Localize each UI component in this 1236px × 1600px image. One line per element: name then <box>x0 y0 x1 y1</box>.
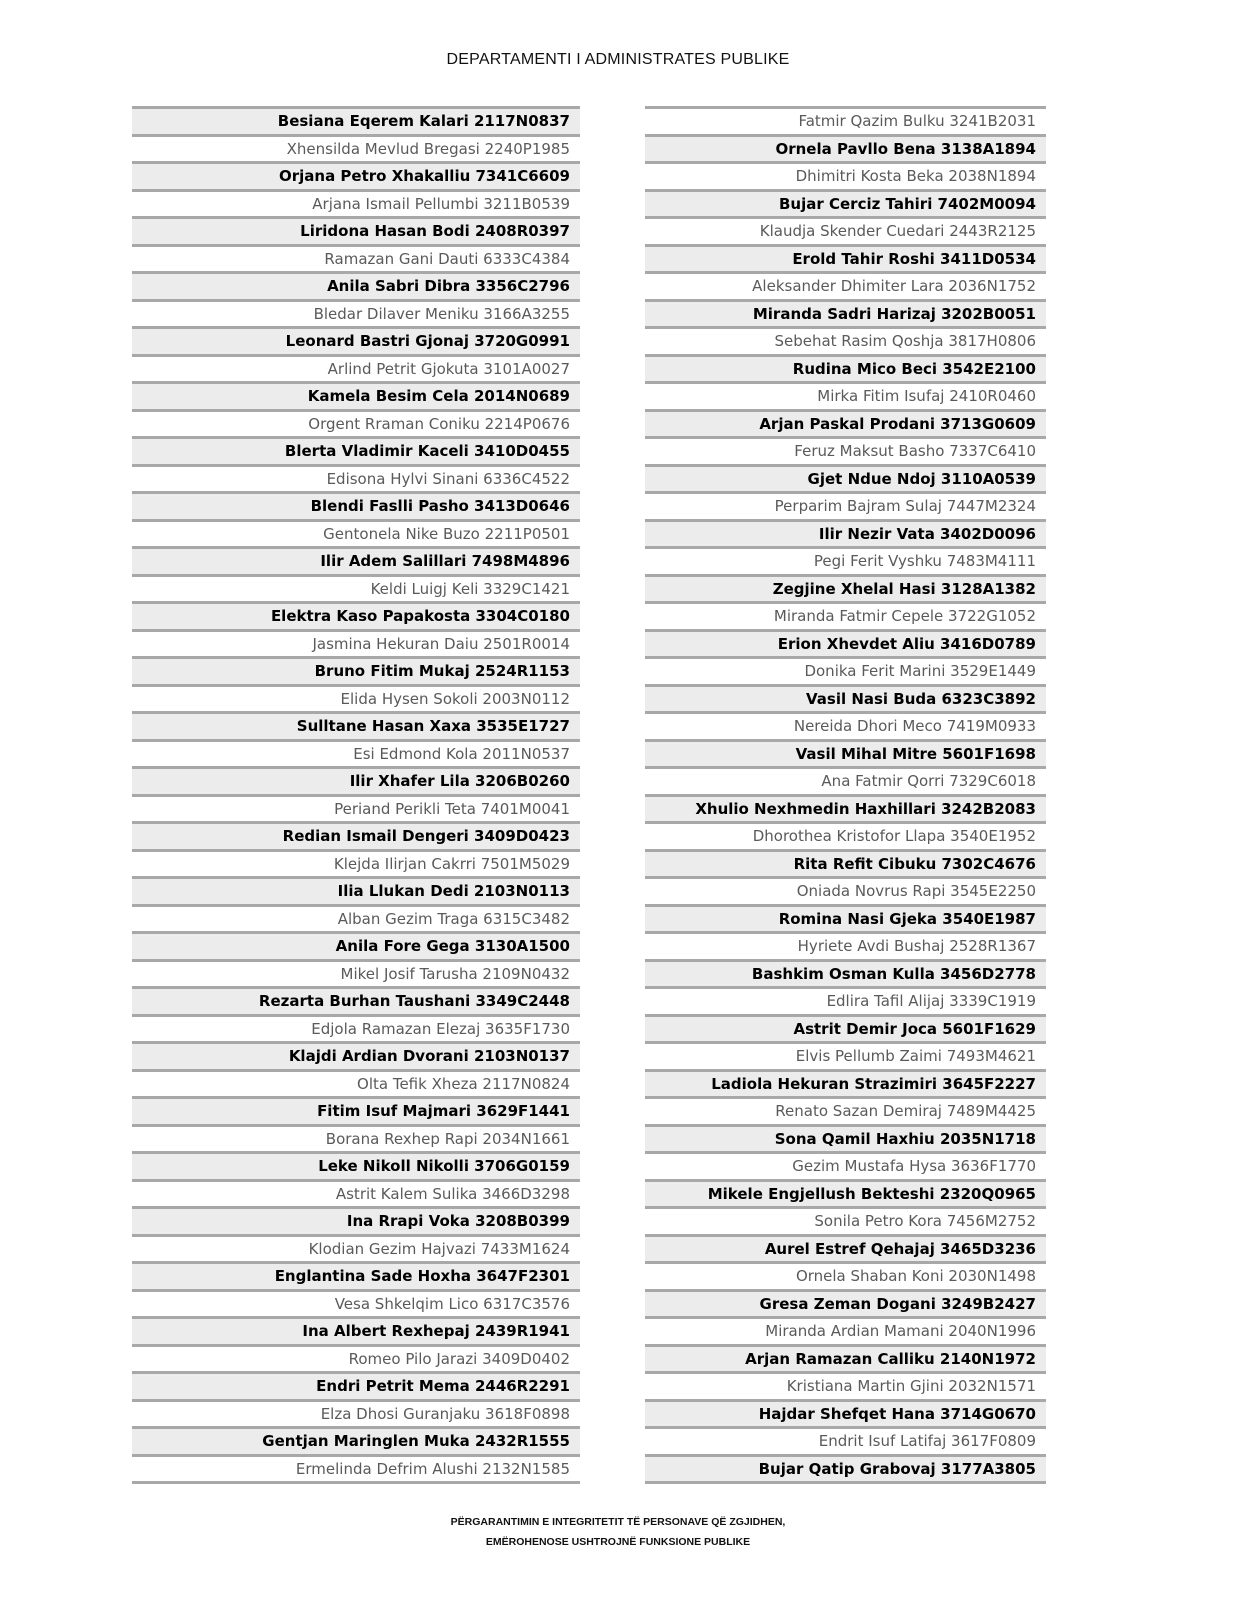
list-item: Fatmir Qazim Bulku 3241B2031 <box>645 106 1046 134</box>
list-item: Arjana Ismail Pellumbi 3211B0539 <box>132 189 580 217</box>
list-item: Miranda Sadri Harizaj 3202B0051 <box>645 299 1046 327</box>
list-item: Ina Rrapi Voka 3208B0399 <box>132 1206 580 1234</box>
list-item: Vesa Shkelqim Lico 6317C3576 <box>132 1289 580 1317</box>
list-item: Ornela Shaban Koni 2030N1498 <box>645 1261 1046 1289</box>
list-item: Miranda Ardian Mamani 2040N1996 <box>645 1316 1046 1344</box>
list-item: Pegi Ferit Vyshku 7483M4111 <box>645 546 1046 574</box>
list-item: Ermelinda Defrim Alushi 2132N1585 <box>132 1454 580 1482</box>
page-title: DEPARTAMENTI I ADMINISTRATES PUBLIKE <box>446 51 790 68</box>
list-item: Elida Hysen Sokoli 2003N0112 <box>132 684 580 712</box>
list-item: Kamela Besim Cela 2014N0689 <box>132 381 580 409</box>
footer <box>0 1512 1236 1552</box>
list-item: Elza Dhosi Guranjaku 3618F0898 <box>132 1399 580 1427</box>
list-item: Englantina Sade Hoxha 3647F2301 <box>132 1261 580 1289</box>
list-item: Blendi Faslli Pasho 3413D0646 <box>132 491 580 519</box>
list-item: Mirka Fitim Isufaj 2410R0460 <box>645 381 1046 409</box>
list-item: Ana Fatmir Qorri 7329C6018 <box>645 766 1046 794</box>
list-item: Besiana Eqerem Kalari 2117N0837 <box>132 106 580 134</box>
list-item: Aleksander Dhimiter Lara 2036N1752 <box>645 271 1046 299</box>
list-item: Orjana Petro Xhakalliu 7341C6609 <box>132 161 580 189</box>
list-item: Jasmina Hekuran Daiu 2501R0014 <box>132 629 580 657</box>
footer-line-2: EMËROHENOSE USHTROJNË FUNKSIONE PUBLIKE <box>485 1536 751 1548</box>
list-item: Xhensilda Mevlud Bregasi 2240P1985 <box>132 134 580 162</box>
list-item: Blerta Vladimir Kaceli 3410D0455 <box>132 436 580 464</box>
list-item: Bledar Dilaver Meniku 3166A3255 <box>132 299 580 327</box>
list-end-rule <box>645 1481 1046 1484</box>
list-item: Nereida Dhori Meco 7419M0933 <box>645 711 1046 739</box>
list-item: Dhorothea Kristofor Llapa 3540E1952 <box>645 821 1046 849</box>
list-item: Hajdar Shefqet Hana 3714G0670 <box>645 1399 1046 1427</box>
list-item: Arjan Paskal Prodani 3713G0609 <box>645 409 1046 437</box>
list-item: Elektra Kaso Papakosta 3304C0180 <box>132 601 580 629</box>
list-item: Klajdi Ardian Dvorani 2103N0137 <box>132 1041 580 1069</box>
list-item: Bujar Qatip Grabovaj 3177A3805 <box>645 1454 1046 1482</box>
list-item: Ina Albert Rexhepaj 2439R1941 <box>132 1316 580 1344</box>
list-item: Endrit Isuf Latifaj 3617F0809 <box>645 1426 1046 1454</box>
list-item: Ilir Nezir Vata 3402D0096 <box>645 519 1046 547</box>
list-item: Gezim Mustafa Hysa 3636F1770 <box>645 1151 1046 1179</box>
list-item: Edjola Ramazan Elezaj 3635F1730 <box>132 1014 580 1042</box>
list-item: Periand Perikli Teta 7401M0041 <box>132 794 580 822</box>
list-item: Edisona Hylvi Sinani 6336C4522 <box>132 464 580 492</box>
list-item: Redian Ismail Dengeri 3409D0423 <box>132 821 580 849</box>
list-item: Rudina Mico Beci 3542E2100 <box>645 354 1046 382</box>
list-item: Mikele Engjellush Bekteshi 2320Q0965 <box>645 1179 1046 1207</box>
list-item: Romina Nasi Gjeka 3540E1987 <box>645 904 1046 932</box>
footer-line-1: PËRGARANTIMIN E INTEGRITETIT TË PERSONAVE QË ZGJIDHEN, <box>450 1516 786 1528</box>
list-item: Bujar Cerciz Tahiri 7402M0094 <box>645 189 1046 217</box>
list-item: Leonard Bastri Gjonaj 3720G0991 <box>132 326 580 354</box>
list-item: Erold Tahir Roshi 3411D0534 <box>645 244 1046 272</box>
list-item: Fitim Isuf Majmari 3629F1441 <box>132 1096 580 1124</box>
list-item: Donika Ferit Marini 3529E1449 <box>645 656 1046 684</box>
list-item: Ladiola Hekuran Strazimiri 3645F2227 <box>645 1069 1046 1097</box>
list-item: Anila Sabri Dibra 3356C2796 <box>132 271 580 299</box>
list-item: Gjet Ndue Ndoj 3110A0539 <box>645 464 1046 492</box>
list-item: Dhimitri Kosta Beka 2038N1894 <box>645 161 1046 189</box>
list-item: Klaudja Skender Cuedari 2443R2125 <box>645 216 1046 244</box>
list-item: Ilia Llukan Dedi 2103N0113 <box>132 876 580 904</box>
list-item: Gentjan Maringlen Muka 2432R1555 <box>132 1426 580 1454</box>
list-item: Borana Rexhep Rapi 2034N1661 <box>132 1124 580 1152</box>
list-item: Mikel Josif Tarusha 2109N0432 <box>132 959 580 987</box>
list-item: Liridona Hasan Bodi 2408R0397 <box>132 216 580 244</box>
list-item: Endri Petrit Mema 2446R2291 <box>132 1371 580 1399</box>
list-item: Erion Xhevdet Aliu 3416D0789 <box>645 629 1046 657</box>
list-item: Astrit Kalem Sulika 3466D3298 <box>132 1179 580 1207</box>
list-item: Ramazan Gani Dauti 6333C4384 <box>132 244 580 272</box>
list-item: Arlind Petrit Gjokuta 3101A0027 <box>132 354 580 382</box>
list-item: Astrit Demir Joca 5601F1629 <box>645 1014 1046 1042</box>
list-item: Vasil Nasi Buda 6323C3892 <box>645 684 1046 712</box>
list-item: Miranda Fatmir Cepele 3722G1052 <box>645 601 1046 629</box>
list-item: Zegjine Xhelal Hasi 3128A1382 <box>645 574 1046 602</box>
list-item: Gresa Zeman Dogani 3249B2427 <box>645 1289 1046 1317</box>
list-item: Ilir Xhafer Lila 3206B0260 <box>132 766 580 794</box>
list-item: Sebehat Rasim Qoshja 3817H0806 <box>645 326 1046 354</box>
list-item: Elvis Pellumb Zaimi 7493M4621 <box>645 1041 1046 1069</box>
list-item: Bruno Fitim Mukaj 2524R1153 <box>132 656 580 684</box>
list-end-rule <box>132 1481 580 1484</box>
list-item: Bashkim Osman Kulla 3456D2778 <box>645 959 1046 987</box>
list-item: Keldi Luigj Keli 3329C1421 <box>132 574 580 602</box>
list-item: Perparim Bajram Sulaj 7447M2324 <box>645 491 1046 519</box>
list-item: Kristiana Martin Gjini 2032N1571 <box>645 1371 1046 1399</box>
list-item: Alban Gezim Traga 6315C3482 <box>132 904 580 932</box>
list-item: Klejda Ilirjan Cakrri 7501M5029 <box>132 849 580 877</box>
list-item: Hyriete Avdi Bushaj 2528R1367 <box>645 931 1046 959</box>
list-item: Renato Sazan Demiraj 7489M4425 <box>645 1096 1046 1124</box>
list-item: Xhulio Nexhmedin Haxhillari 3242B2083 <box>645 794 1046 822</box>
list-item: Edlira Tafil Alijaj 3339C1919 <box>645 986 1046 1014</box>
right-name-list <box>645 106 1046 1484</box>
list-item: Ornela Pavllo Bena 3138A1894 <box>645 134 1046 162</box>
list-item: Arjan Ramazan Calliku 2140N1972 <box>645 1344 1046 1372</box>
list-item: Klodian Gezim Hajvazi 7433M1624 <box>132 1234 580 1262</box>
list-item: Sona Qamil Haxhiu 2035N1718 <box>645 1124 1046 1152</box>
left-name-list <box>132 106 580 1484</box>
list-item: Esi Edmond Kola 2011N0537 <box>132 739 580 767</box>
list-item: Oniada Novrus Rapi 3545E2250 <box>645 876 1046 904</box>
list-item: Sulltane Hasan Xaxa 3535E1727 <box>132 711 580 739</box>
list-item: Ilir Adem Salillari 7498M4896 <box>132 546 580 574</box>
list-item: Leke Nikoll Nikolli 3706G0159 <box>132 1151 580 1179</box>
list-item: Gentonela Nike Buzo 2211P0501 <box>132 519 580 547</box>
list-item: Aurel Estref Qehajaj 3465D3236 <box>645 1234 1046 1262</box>
list-item: Rezarta Burhan Taushani 3349C2448 <box>132 986 580 1014</box>
list-item: Feruz Maksut Basho 7337C6410 <box>645 436 1046 464</box>
list-item: Orgent Rraman Coniku 2214P0676 <box>132 409 580 437</box>
list-item: Rita Refit Cibuku 7302C4676 <box>645 849 1046 877</box>
list-item: Romeo Pilo Jarazi 3409D0402 <box>132 1344 580 1372</box>
list-item: Anila Fore Gega 3130A1500 <box>132 931 580 959</box>
list-item: Sonila Petro Kora 7456M2752 <box>645 1206 1046 1234</box>
list-item: Olta Tefik Xheza 2117N0824 <box>132 1069 580 1097</box>
list-item: Vasil Mihal Mitre 5601F1698 <box>645 739 1046 767</box>
